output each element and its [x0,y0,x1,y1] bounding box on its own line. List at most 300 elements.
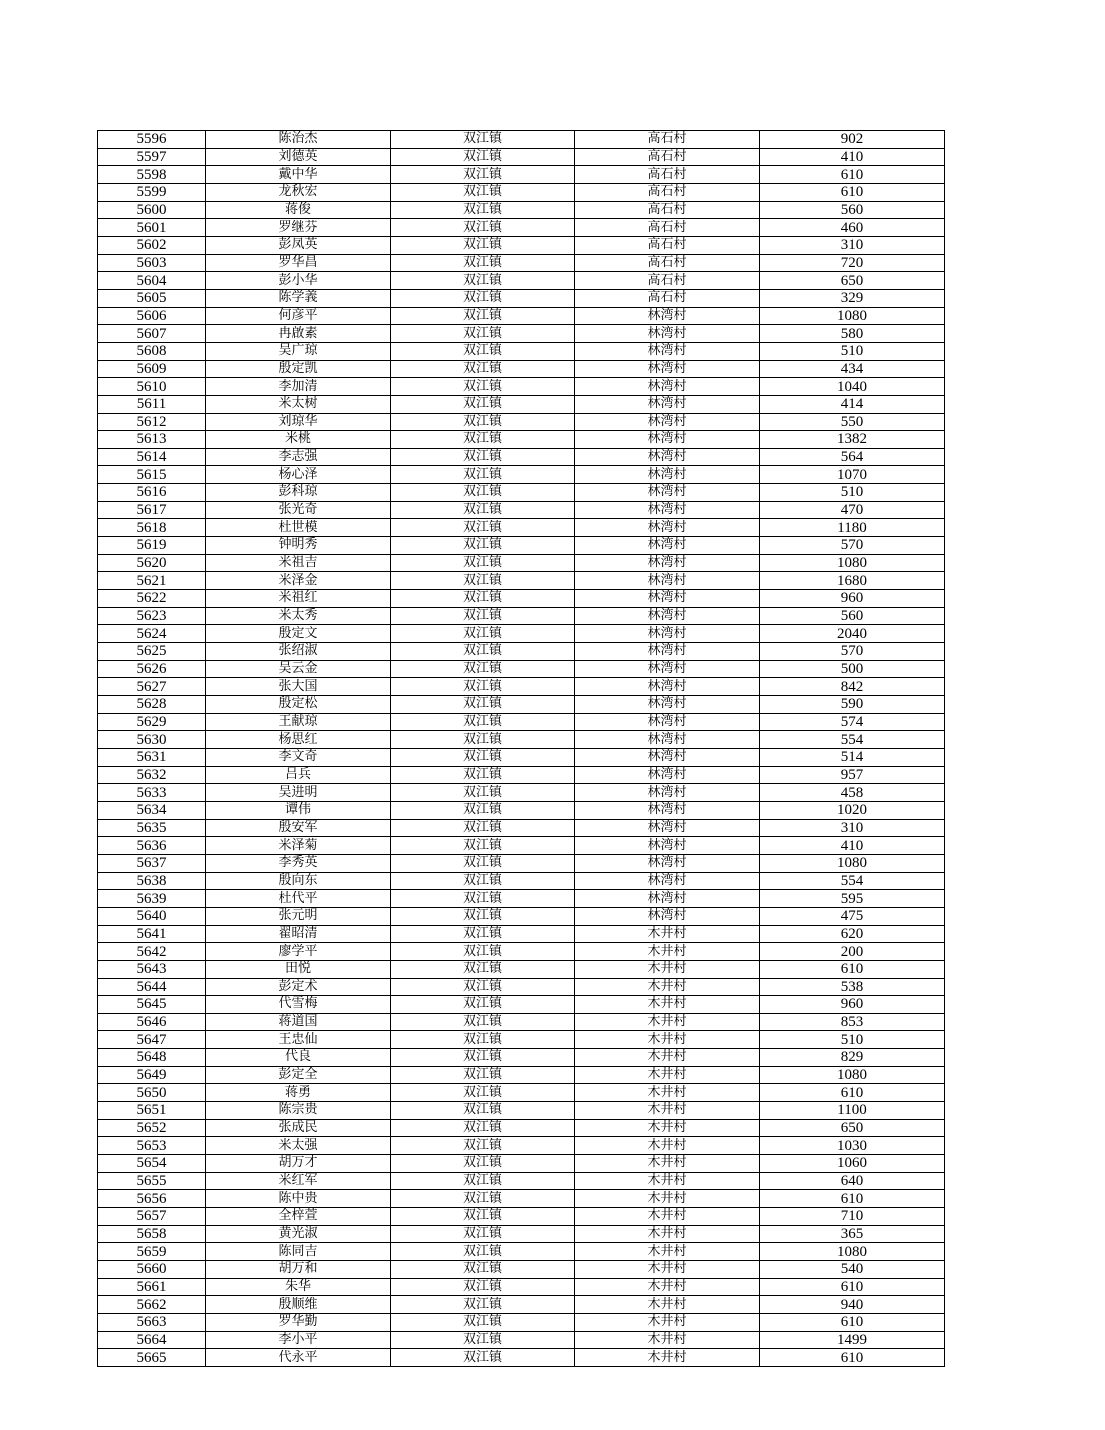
town-cell: 双江镇 [391,1349,575,1367]
table-row [98,678,945,696]
name-cell: 米红军 [206,1172,391,1190]
table-row [98,1243,945,1261]
table-row [98,960,945,978]
record-number-cell: 5611 [98,395,206,413]
record-number-cell: 5619 [98,537,206,555]
town-cell: 双江镇 [391,925,575,943]
record-number-cell: 5606 [98,307,206,325]
name-cell: 李加清 [206,378,391,396]
town-cell: 双江镇 [391,713,575,731]
name-cell: 米太强 [206,1137,391,1155]
name-cell: 陈学義 [206,289,391,307]
town-cell: 双江镇 [391,625,575,643]
record-number-cell: 5652 [98,1119,206,1137]
table-row [98,643,945,661]
town-cell: 双江镇 [391,254,575,272]
table-row [98,907,945,925]
table-row [98,572,945,590]
table-row [98,801,945,819]
town-cell: 双江镇 [391,590,575,608]
amount-cell: 510 [760,342,945,360]
name-cell: 全梓萱 [206,1208,391,1226]
name-cell: 张成民 [206,1119,391,1137]
amount-cell: 580 [760,325,945,343]
table-row [98,307,945,325]
town-cell: 双江镇 [391,731,575,749]
amount-cell: 650 [760,1119,945,1137]
amount-cell: 560 [760,607,945,625]
village-cell: 林湾村 [575,307,760,325]
village-cell: 木井村 [575,1066,760,1084]
record-number-cell: 5607 [98,325,206,343]
amount-cell: 564 [760,448,945,466]
village-cell: 木井村 [575,943,760,961]
village-cell: 林湾村 [575,801,760,819]
town-cell: 双江镇 [391,1049,575,1067]
town-cell: 双江镇 [391,696,575,714]
name-cell: 蒋道国 [206,1013,391,1031]
name-cell: 殷定松 [206,696,391,714]
name-cell: 张大国 [206,678,391,696]
name-cell: 杨思红 [206,731,391,749]
town-cell: 双江镇 [391,219,575,237]
table-row [98,766,945,784]
town-cell: 双江镇 [391,996,575,1014]
name-cell: 罗华昌 [206,254,391,272]
town-cell: 双江镇 [391,960,575,978]
town-cell: 双江镇 [391,1190,575,1208]
amount-cell: 1382 [760,431,945,449]
record-number-cell: 5612 [98,413,206,431]
name-cell: 米祖红 [206,590,391,608]
amount-cell: 960 [760,996,945,1014]
table-row [98,484,945,502]
village-cell: 木井村 [575,1155,760,1173]
town-cell: 双江镇 [391,413,575,431]
table-row [98,1155,945,1173]
name-cell: 谭伟 [206,801,391,819]
name-cell: 胡万和 [206,1261,391,1279]
town-cell: 双江镇 [391,660,575,678]
village-cell: 高石村 [575,254,760,272]
town-cell: 双江镇 [391,1137,575,1155]
table-row [98,342,945,360]
record-number-cell: 5630 [98,731,206,749]
town-cell: 双江镇 [391,466,575,484]
table-row [98,131,945,149]
table-row [98,219,945,237]
village-cell: 林湾村 [575,625,760,643]
record-number-cell: 5628 [98,696,206,714]
town-cell: 双江镇 [391,1225,575,1243]
amount-cell: 1040 [760,378,945,396]
amount-cell: 1070 [760,466,945,484]
village-cell: 林湾村 [575,537,760,555]
amount-cell: 514 [760,748,945,766]
village-cell: 木井村 [575,1137,760,1155]
name-cell: 陈中贵 [206,1190,391,1208]
village-cell: 高石村 [575,166,760,184]
name-cell: 米太秀 [206,607,391,625]
name-cell: 殷向东 [206,872,391,890]
name-cell: 张绍淑 [206,643,391,661]
amount-cell: 610 [760,166,945,184]
town-cell: 双江镇 [391,784,575,802]
table-row [98,1049,945,1067]
village-cell: 林湾村 [575,395,760,413]
village-cell: 林湾村 [575,907,760,925]
name-cell: 殷安军 [206,819,391,837]
table-row [98,395,945,413]
name-cell: 米泽菊 [206,837,391,855]
amount-cell: 538 [760,978,945,996]
name-cell: 米泽金 [206,572,391,590]
record-number-cell: 5646 [98,1013,206,1031]
amount-cell: 410 [760,837,945,855]
record-number-cell: 5608 [98,342,206,360]
name-cell: 殷定凯 [206,360,391,378]
name-cell: 米祖吉 [206,554,391,572]
town-cell: 双江镇 [391,801,575,819]
amount-cell: 595 [760,890,945,908]
name-cell: 陈同吉 [206,1243,391,1261]
table-row [98,431,945,449]
table-row [98,1066,945,1084]
town-cell: 双江镇 [391,307,575,325]
table-row [98,519,945,537]
table-row [98,696,945,714]
village-cell: 高石村 [575,236,760,254]
amount-cell: 610 [760,1190,945,1208]
amount-cell: 710 [760,1208,945,1226]
amount-cell: 610 [760,960,945,978]
town-cell: 双江镇 [391,766,575,784]
amount-cell: 570 [760,643,945,661]
town-cell: 双江镇 [391,484,575,502]
village-cell: 林湾村 [575,590,760,608]
village-cell: 木井村 [575,1119,760,1137]
amount-cell: 460 [760,219,945,237]
record-number-cell: 5603 [98,254,206,272]
record-number-cell: 5614 [98,448,206,466]
record-number-cell: 5653 [98,1137,206,1155]
village-cell: 林湾村 [575,643,760,661]
town-cell: 双江镇 [391,431,575,449]
record-number-cell: 5623 [98,607,206,625]
town-cell: 双江镇 [391,837,575,855]
town-cell: 双江镇 [391,1155,575,1173]
amount-cell: 329 [760,289,945,307]
name-cell: 张元明 [206,907,391,925]
record-number-cell: 5644 [98,978,206,996]
table-row [98,625,945,643]
amount-cell: 500 [760,660,945,678]
record-number-cell: 5618 [98,519,206,537]
amount-cell: 1080 [760,307,945,325]
record-number-cell: 5613 [98,431,206,449]
town-cell: 双江镇 [391,978,575,996]
village-cell: 林湾村 [575,342,760,360]
table-row [98,1313,945,1331]
record-number-cell: 5657 [98,1208,206,1226]
amount-cell: 2040 [760,625,945,643]
table-row [98,784,945,802]
name-cell: 杨心泽 [206,466,391,484]
record-number-cell: 5650 [98,1084,206,1102]
table-row [98,183,945,201]
record-number-cell: 5664 [98,1331,206,1349]
village-cell: 林湾村 [575,819,760,837]
name-cell: 吴广琼 [206,342,391,360]
record-number-cell: 5648 [98,1049,206,1067]
table-row [98,943,945,961]
name-cell: 罗继芬 [206,219,391,237]
town-cell: 双江镇 [391,501,575,519]
town-cell: 双江镇 [391,131,575,149]
town-cell: 双江镇 [391,943,575,961]
amount-cell: 310 [760,236,945,254]
village-cell: 木井村 [575,1243,760,1261]
town-cell: 双江镇 [391,1102,575,1120]
village-cell: 高石村 [575,289,760,307]
village-cell: 高石村 [575,148,760,166]
village-cell: 木井村 [575,1102,760,1120]
name-cell: 殷顺维 [206,1296,391,1314]
town-cell: 双江镇 [391,201,575,219]
table-row [98,166,945,184]
record-number-cell: 5616 [98,484,206,502]
record-number-cell: 5659 [98,1243,206,1261]
amount-cell: 410 [760,148,945,166]
record-number-cell: 5661 [98,1278,206,1296]
record-number-cell: 5615 [98,466,206,484]
town-cell: 双江镇 [391,378,575,396]
amount-cell: 902 [760,131,945,149]
table-row [98,1278,945,1296]
amount-cell: 540 [760,1261,945,1279]
table-row [98,837,945,855]
name-cell: 代良 [206,1049,391,1067]
table-row [98,272,945,290]
table-row [98,890,945,908]
name-cell: 刘德英 [206,148,391,166]
name-cell: 胡万才 [206,1155,391,1173]
village-cell: 林湾村 [575,519,760,537]
record-number-cell: 5626 [98,660,206,678]
name-cell: 杜代平 [206,890,391,908]
record-number-cell: 5645 [98,996,206,1014]
town-cell: 双江镇 [391,166,575,184]
town-cell: 双江镇 [391,572,575,590]
name-cell: 米桃 [206,431,391,449]
table-row [98,466,945,484]
village-cell: 林湾村 [575,413,760,431]
town-cell: 双江镇 [391,678,575,696]
village-cell: 林湾村 [575,378,760,396]
village-cell: 高石村 [575,183,760,201]
record-number-cell: 5636 [98,837,206,855]
village-cell: 木井村 [575,1172,760,1190]
name-cell: 钟明秀 [206,537,391,555]
town-cell: 双江镇 [391,1313,575,1331]
table-row [98,325,945,343]
name-cell: 彭科琼 [206,484,391,502]
town-cell: 双江镇 [391,607,575,625]
record-number-cell: 5597 [98,148,206,166]
table-row [98,201,945,219]
table-row [98,289,945,307]
table-row [98,360,945,378]
amount-cell: 590 [760,696,945,714]
record-number-cell: 5600 [98,201,206,219]
village-cell: 林湾村 [575,572,760,590]
amount-cell: 458 [760,784,945,802]
town-cell: 双江镇 [391,1031,575,1049]
name-cell: 李秀英 [206,854,391,872]
village-cell: 木井村 [575,1331,760,1349]
amount-cell: 310 [760,819,945,837]
amount-cell: 1080 [760,854,945,872]
table-row [98,925,945,943]
name-cell: 张光奇 [206,501,391,519]
village-cell: 高石村 [575,131,760,149]
amount-cell: 554 [760,731,945,749]
town-cell: 双江镇 [391,360,575,378]
record-number-cell: 5635 [98,819,206,837]
amount-cell: 470 [760,501,945,519]
table-row [98,872,945,890]
record-number-cell: 5633 [98,784,206,802]
record-number-cell: 5604 [98,272,206,290]
record-number-cell: 5640 [98,907,206,925]
village-cell: 林湾村 [575,607,760,625]
name-cell: 王忠仙 [206,1031,391,1049]
town-cell: 双江镇 [391,554,575,572]
name-cell: 蒋勇 [206,1084,391,1102]
village-cell: 木井村 [575,1225,760,1243]
record-number-cell: 5637 [98,854,206,872]
village-cell: 木井村 [575,1013,760,1031]
town-cell: 双江镇 [391,519,575,537]
name-cell: 彭小华 [206,272,391,290]
village-cell: 林湾村 [575,678,760,696]
village-cell: 林湾村 [575,660,760,678]
amount-cell: 640 [760,1172,945,1190]
record-number-cell: 5641 [98,925,206,943]
table-row [98,590,945,608]
name-cell: 李小平 [206,1331,391,1349]
village-cell: 木井村 [575,1261,760,1279]
record-number-cell: 5655 [98,1172,206,1190]
record-number-cell: 5610 [98,378,206,396]
record-number-cell: 5621 [98,572,206,590]
town-cell: 双江镇 [391,854,575,872]
amount-cell: 1180 [760,519,945,537]
amount-cell: 365 [760,1225,945,1243]
town-cell: 双江镇 [391,819,575,837]
table-row [98,1119,945,1137]
record-number-cell: 5605 [98,289,206,307]
record-number-cell: 5651 [98,1102,206,1120]
village-cell: 高石村 [575,219,760,237]
town-cell: 双江镇 [391,183,575,201]
amount-cell: 414 [760,395,945,413]
table-row [98,413,945,431]
name-cell: 吴进明 [206,784,391,802]
amount-cell: 610 [760,1084,945,1102]
amount-cell: 1499 [760,1331,945,1349]
table-row [98,1013,945,1031]
table-row [98,1225,945,1243]
village-cell: 高石村 [575,201,760,219]
amount-cell: 554 [760,872,945,890]
record-number-cell: 5625 [98,643,206,661]
village-cell: 木井村 [575,1031,760,1049]
amount-cell: 829 [760,1049,945,1067]
name-cell: 廖学平 [206,943,391,961]
record-number-cell: 5624 [98,625,206,643]
town-cell: 双江镇 [391,1172,575,1190]
name-cell: 陈治杰 [206,131,391,149]
amount-cell: 610 [760,1278,945,1296]
village-cell: 木井村 [575,1049,760,1067]
amount-cell: 550 [760,413,945,431]
town-cell: 双江镇 [391,1331,575,1349]
record-number-cell: 5609 [98,360,206,378]
table-row [98,660,945,678]
village-cell: 林湾村 [575,731,760,749]
record-number-cell: 5634 [98,801,206,819]
table-row [98,819,945,837]
table-row [98,978,945,996]
table-row [98,996,945,1014]
amount-cell: 610 [760,183,945,201]
town-cell: 双江镇 [391,395,575,413]
name-cell: 龙秋宏 [206,183,391,201]
town-cell: 双江镇 [391,1119,575,1137]
name-cell: 黄光淑 [206,1225,391,1243]
village-cell: 木井村 [575,1084,760,1102]
name-cell: 朱华 [206,1278,391,1296]
amount-cell: 940 [760,1296,945,1314]
amount-cell: 574 [760,713,945,731]
village-cell: 林湾村 [575,484,760,502]
village-cell: 木井村 [575,1190,760,1208]
village-cell: 林湾村 [575,431,760,449]
amount-cell: 853 [760,1013,945,1031]
village-cell: 林湾村 [575,854,760,872]
record-number-cell: 5639 [98,890,206,908]
village-cell: 林湾村 [575,872,760,890]
table-row [98,607,945,625]
town-cell: 双江镇 [391,1208,575,1226]
table-row [98,1349,945,1367]
record-number-cell: 5599 [98,183,206,201]
name-cell: 王献琼 [206,713,391,731]
village-cell: 林湾村 [575,448,760,466]
table-row [98,1190,945,1208]
town-cell: 双江镇 [391,1066,575,1084]
village-cell: 林湾村 [575,466,760,484]
name-cell: 代永平 [206,1349,391,1367]
amount-cell: 1020 [760,801,945,819]
village-cell: 木井村 [575,960,760,978]
village-cell: 木井村 [575,996,760,1014]
record-number-cell: 5601 [98,219,206,237]
name-cell: 彭定全 [206,1066,391,1084]
record-number-cell: 5647 [98,1031,206,1049]
name-cell: 刘琼华 [206,413,391,431]
